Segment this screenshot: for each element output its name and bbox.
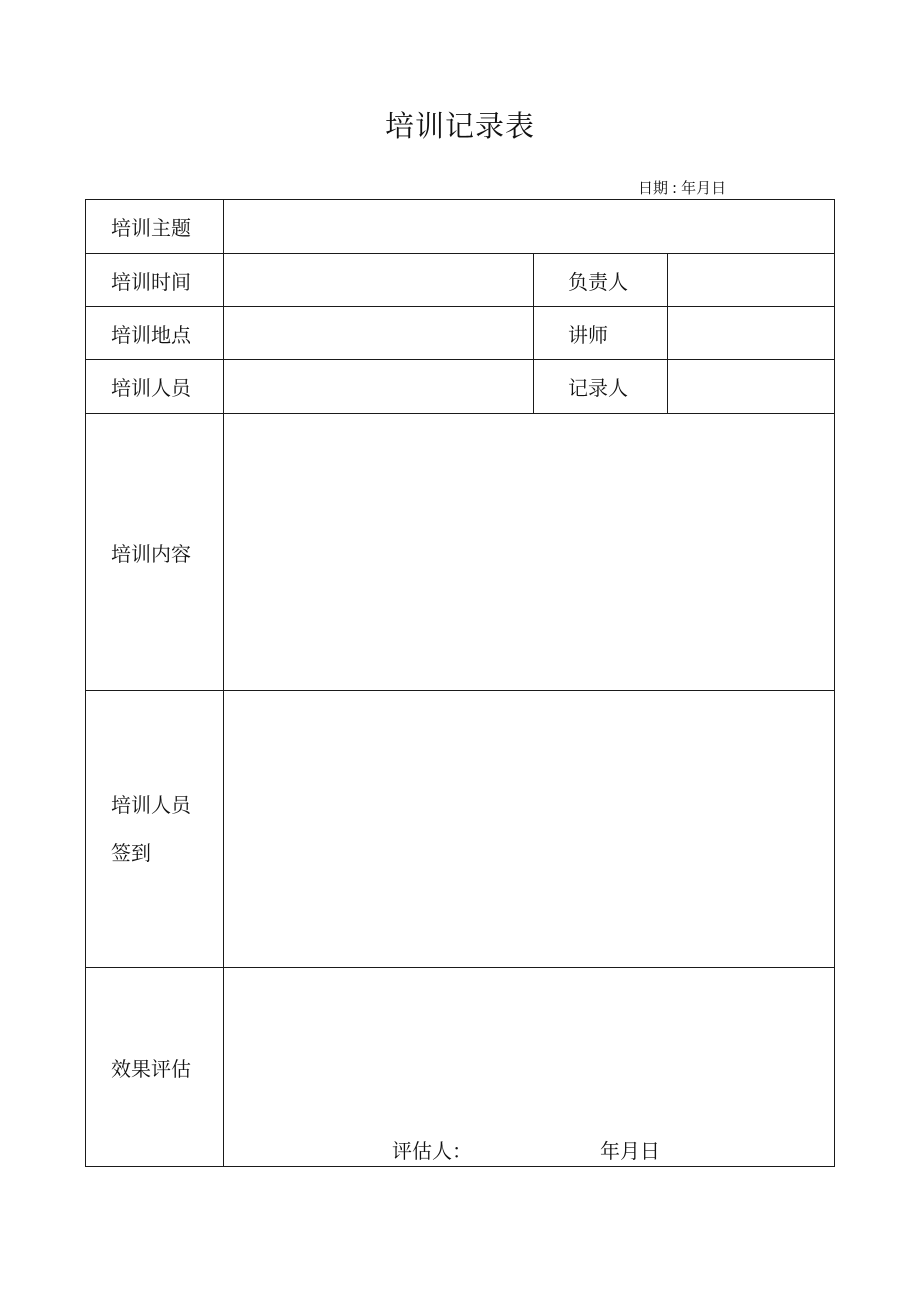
evaluation-field[interactable] <box>224 968 835 1167</box>
evaluation-row <box>86 968 835 1167</box>
training-record-table <box>85 199 835 1167</box>
date-value[interactable]: 年月日 <box>681 179 727 197</box>
evaluator-label: 评估人： <box>392 1139 472 1163</box>
evaluation-label: 效果评估 <box>86 968 224 1167</box>
date-separator: : <box>672 179 678 197</box>
content-row <box>86 414 835 691</box>
attendees-field[interactable] <box>224 360 534 414</box>
responsible-label: 负责人 <box>534 254 668 307</box>
content-label: 培训内容 <box>86 414 224 691</box>
lecturer-field[interactable] <box>668 307 835 360</box>
evaluation-date-label: 年月日 <box>600 1139 660 1163</box>
responsible-field[interactable] <box>668 254 835 307</box>
signin-label-line1: 培训人员 <box>111 793 191 817</box>
signin-row <box>86 691 835 968</box>
time-row <box>86 254 835 307</box>
date-line <box>638 177 726 198</box>
attendees-row <box>86 360 835 414</box>
time-field[interactable] <box>224 254 534 307</box>
recorder-label: 记录人 <box>534 360 668 414</box>
signin-label <box>86 691 224 968</box>
lecturer-label: 讲师 <box>534 307 668 360</box>
topic-field[interactable] <box>224 200 835 254</box>
time-label: 培训时间 <box>86 254 224 307</box>
topic-row <box>86 200 835 254</box>
signin-label-line2: 签到 <box>111 841 151 865</box>
date-label: 日期 <box>638 179 669 197</box>
page-title: 培训记录表 <box>384 109 535 143</box>
evaluation-footer <box>224 1134 834 1164</box>
attendees-label: 培训人员 <box>86 360 224 414</box>
recorder-field[interactable] <box>668 360 835 414</box>
signin-field[interactable] <box>224 691 835 968</box>
place-row <box>86 307 835 360</box>
content-field[interactable] <box>224 414 835 691</box>
place-field[interactable] <box>224 307 534 360</box>
place-label: 培训地点 <box>86 307 224 360</box>
topic-label: 培训主题 <box>86 200 224 254</box>
